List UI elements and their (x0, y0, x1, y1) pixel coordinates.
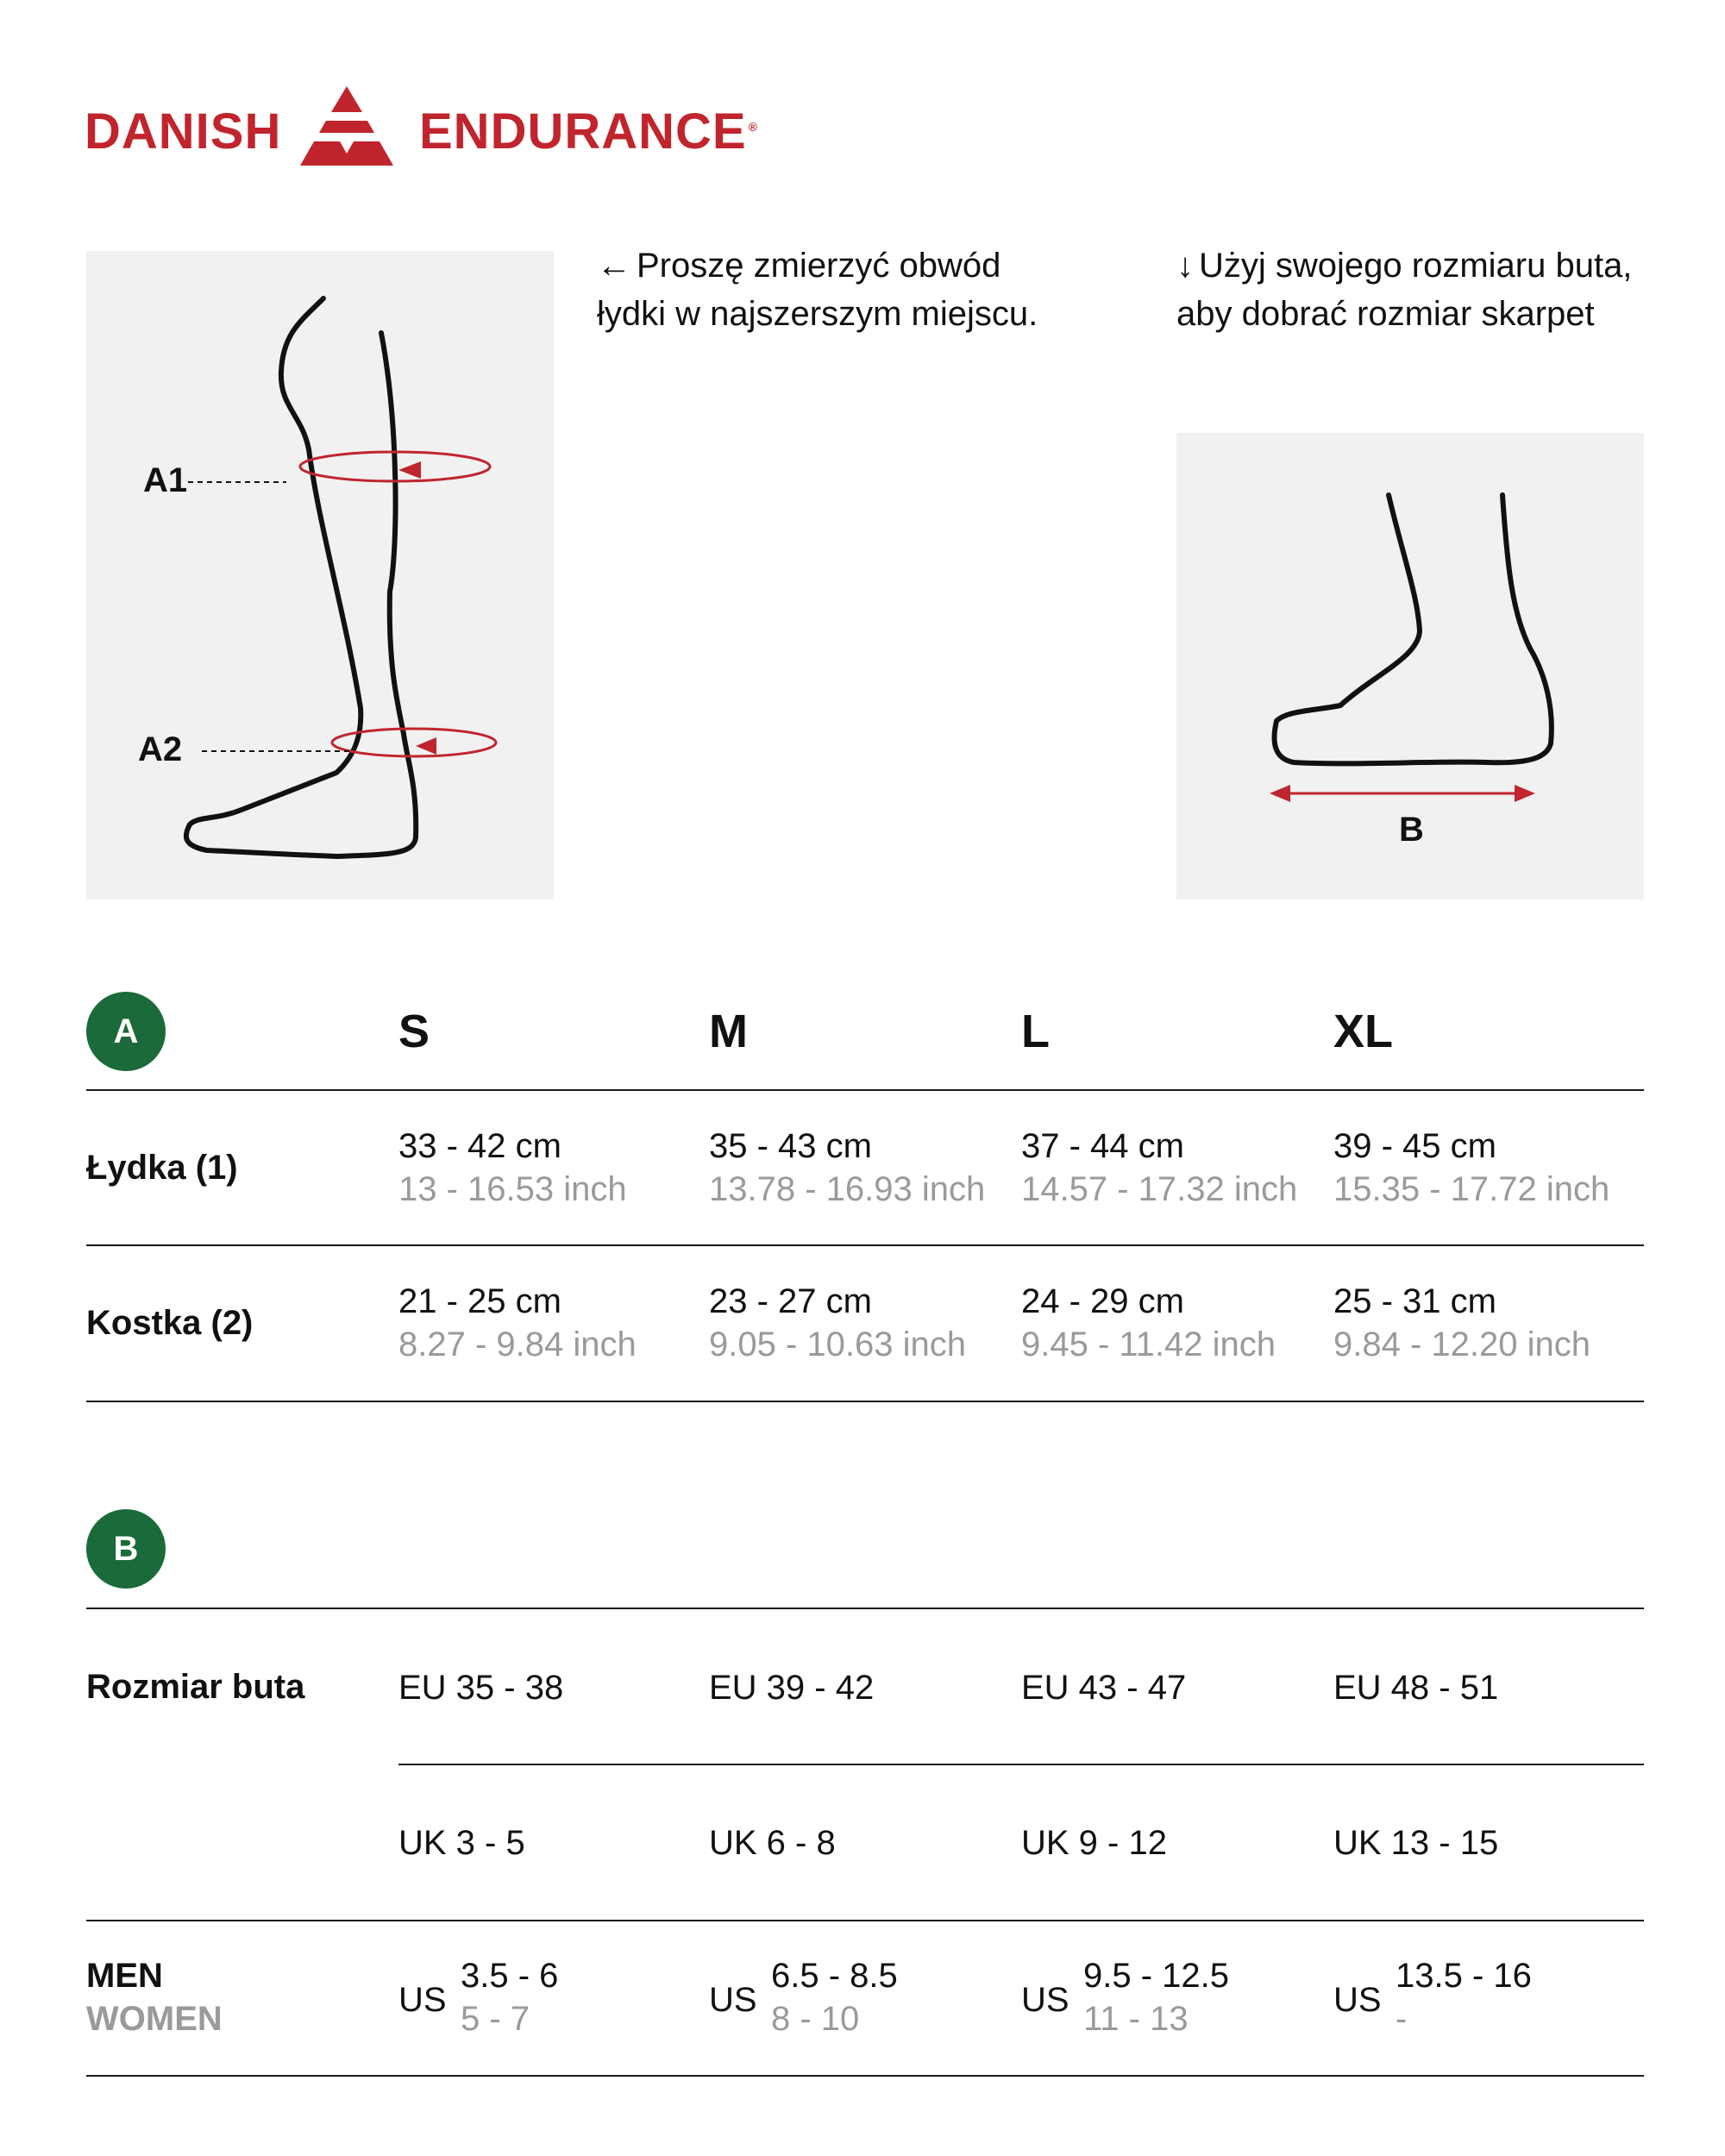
calf-cell-s: 33 - 42 cm 13 - 16.53 inch (398, 1127, 627, 1208)
leg-measurement-illustration (86, 251, 554, 899)
size-header-xl: XL (1333, 1006, 1394, 1057)
foot-measurement-illustration (1176, 433, 1644, 899)
eu-size-xl: EU 48 - 51 (1333, 1669, 1499, 1707)
calf-cell-xl: 39 - 45 cm 15.35 - 17.72 inch (1333, 1127, 1610, 1208)
row-label-shoe-size: Rozmiar buta (86, 1668, 305, 1706)
brand-logo (85, 85, 757, 169)
table-divider (86, 1608, 1644, 1609)
table-divider (398, 1764, 1644, 1765)
us-size-xl: US 13.5 - 16 - (1333, 1957, 1532, 2038)
ankle-cell-l: 24 - 29 cm 9.45 - 11.42 inch (1021, 1282, 1276, 1363)
arrow-down-icon: ↓ (1176, 247, 1194, 285)
size-header-s: S (398, 1006, 430, 1057)
us-size-s: US 3.5 - 6 5 - 7 (398, 1957, 559, 2038)
row-label-us-gender (86, 1954, 223, 2040)
table-divider (86, 1401, 1644, 1402)
label-men: MEN (86, 1957, 163, 1995)
calf-cell-l: 37 - 44 cm 14.57 - 17.32 inch (1021, 1127, 1298, 1208)
ankle-cell-xl: 25 - 31 cm 9.84 - 12.20 inch (1333, 1282, 1590, 1363)
eu-size-s: EU 35 - 38 (398, 1669, 564, 1707)
table-divider (86, 1244, 1644, 1246)
brand-word-endurance: ENDURANCE ® (419, 103, 758, 160)
arrow-left-icon: ← (597, 247, 631, 285)
calf-instruction: ← Proszę zmierzyć obwód łydki w najszerszym miejscu. (597, 247, 1038, 333)
row-label-ankle: Kostka (2) (86, 1304, 254, 1342)
us-size-l: US 9.5 - 12.5 11 - 13 (1021, 1957, 1230, 2038)
size-header-m: M (709, 1006, 748, 1057)
eu-size-l: EU 43 - 47 (1021, 1669, 1187, 1707)
ankle-cell-s: 21 - 25 cm 8.27 - 9.84 inch (398, 1282, 637, 1363)
uk-size-l: UK 9 - 12 (1021, 1824, 1167, 1862)
uk-size-s: UK 3 - 5 (398, 1824, 525, 1862)
calf-cell-m: 35 - 43 cm 13.78 - 16.93 inch (709, 1127, 986, 1208)
size-header-l: L (1021, 1006, 1050, 1057)
brand-word-danish: DANISH (85, 103, 282, 160)
label-a1: A1 (143, 461, 188, 499)
brand-mountain-icon (288, 85, 405, 167)
row-label-calf: Łydka (1) (86, 1149, 238, 1187)
us-size-m: US 6.5 - 8.5 8 - 10 (709, 1957, 898, 2038)
label-women: WOMEN (86, 2000, 223, 2038)
label-a2: A2 (138, 730, 183, 768)
shoe-instruction: ↓ Użyj swojego rozmiaru buta, aby dobrać rozmiar skarpet (1176, 247, 1633, 333)
uk-size-m: UK 6 - 8 (709, 1824, 836, 1862)
ankle-cell-m: 23 - 27 cm 9.05 - 10.63 inch (709, 1282, 966, 1363)
uk-size-xl: UK 13 - 15 (1333, 1824, 1499, 1862)
table-divider (86, 2075, 1644, 2077)
label-b: B (1399, 811, 1424, 849)
table-divider (86, 1920, 1644, 1921)
section-a-badge: A (86, 992, 166, 1071)
table-divider (86, 1089, 1644, 1091)
eu-size-m: EU 39 - 42 (709, 1669, 875, 1707)
section-b-badge: B (86, 1509, 166, 1589)
